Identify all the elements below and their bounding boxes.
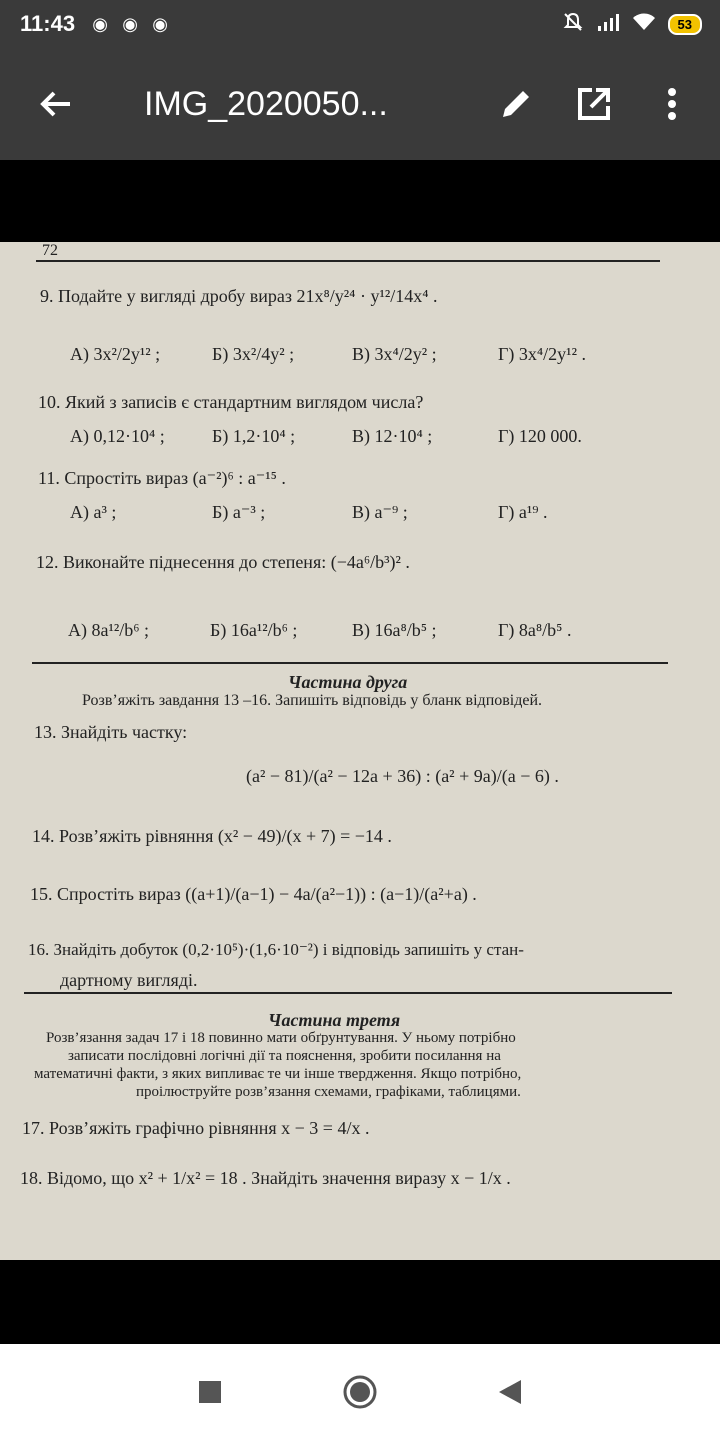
recents-button[interactable] <box>185 1367 235 1417</box>
part3-instructions-line1: Розв’язання задач 17 і 18 повинно мати обґрунтування. У ньому потрібно <box>46 1030 516 1046</box>
open-in-new-icon <box>576 86 612 122</box>
part3-instructions-line2: записати послідовні логічні дії та пояснення, зробити посилання на <box>68 1048 501 1064</box>
app-bar <box>0 48 720 160</box>
q10-option-c: В) 12·10⁴ ; <box>352 426 433 446</box>
square-recents-icon <box>198 1380 222 1404</box>
question-18: 18. Відомо, що x² + 1/x² = 18 . Знайдіть значення виразу x − 1/x . <box>20 1168 511 1188</box>
circle-home-icon <box>342 1374 378 1410</box>
q11-option-c: В) a⁻⁹ ; <box>352 502 408 522</box>
question-17: 17. Розв’яжіть графічно рівняння x − 3 = 4/x . <box>22 1118 370 1138</box>
part3-instructions-line3: математичні факти, з яких випливає те чи інше твердження. Якщо потрібно, <box>34 1066 522 1082</box>
q12-option-b: Б) 16a¹²/b⁶ ; <box>210 620 298 640</box>
more-vert-icon <box>666 86 678 122</box>
q10-option-a: А) 0,12·10⁴ ; <box>70 426 165 446</box>
notification-icons <box>89 13 171 35</box>
textbook-page-photo <box>0 242 720 1260</box>
part2-title: Частина друга <box>288 672 408 692</box>
question-13: 13. Знайдіть частку: <box>34 722 188 742</box>
wifi-icon <box>632 12 656 37</box>
part2-instructions: Розв’яжіть завдання 13 –16. Запишіть відповідь у бланк відповідей. <box>82 692 543 709</box>
q12-option-d: Г) 8a⁸/b⁵ . <box>498 620 572 640</box>
q13-expression: (a² − 81)/(a² − 12a + 36) : (a² + 9a)/(a − 6) . <box>246 766 559 786</box>
part3-title: Частина третя <box>268 1010 401 1030</box>
chrome-notification-icon: ◉ <box>152 13 168 34</box>
file-title: IMG_2020050... <box>144 84 388 123</box>
question-16-line2: дартному вигляді. <box>60 970 198 990</box>
question-14: 14. Розв’яжіть рівняння (x² − 49)/(x + 7) = −14 . <box>32 826 392 846</box>
chrome-notification-icon: ◉ <box>122 13 138 34</box>
back-button[interactable] <box>28 76 84 132</box>
part2-rule <box>32 662 668 664</box>
page-number: 72 <box>42 242 58 259</box>
status-time: 11:43 <box>20 11 76 36</box>
q12-option-a: А) 8a¹²/b⁶ ; <box>68 620 150 640</box>
q12-option-c: В) 16a⁸/b⁵ ; <box>352 620 437 640</box>
triangle-back-icon <box>497 1378 523 1406</box>
home-button[interactable] <box>335 1367 385 1417</box>
part3-instructions-line4: проілюструйте розв’язання схемами, графіками, таблицями. <box>136 1084 521 1100</box>
q10-option-b: Б) 1,2·10⁴ ; <box>212 426 296 446</box>
question-10: 10. Який з записів є стандартним виглядом числа? <box>38 392 424 412</box>
part3-rule <box>24 992 672 994</box>
system-nav-bar <box>0 1344 720 1440</box>
q10-option-d: Г) 120 000. <box>498 426 582 446</box>
question-9: 9. Подайте у вигляді дробу вираз 21x⁸/y²⁴ · y¹²/14x⁴ . <box>40 286 438 306</box>
image-viewer[interactable] <box>0 160 720 1260</box>
q9-option-c: В) 3x⁴/2y² ; <box>352 344 437 364</box>
q11-option-a: А) a³ ; <box>70 502 117 522</box>
q9-option-b: Б) 3x²/4y² ; <box>212 344 295 364</box>
open-external-button[interactable] <box>566 76 622 132</box>
q11-option-d: Г) a¹⁹ . <box>498 502 548 522</box>
q9-option-d: Г) 3x⁴/2y¹² . <box>498 344 586 364</box>
header-rule <box>36 260 660 262</box>
question-12: 12. Виконайте піднесення до степеня: (−4a⁶/b³)² . <box>36 552 410 572</box>
more-options-button[interactable] <box>644 76 700 132</box>
q9-option-a: А) 3x²/2y¹² ; <box>70 344 161 364</box>
question-11: 11. Спростіть вираз (a⁻²)⁶ : a⁻¹⁵ . <box>38 468 286 488</box>
mute-bell-icon <box>562 11 584 38</box>
q11-option-b: Б) a⁻³ ; <box>212 502 266 522</box>
question-15: 15. Спростіть вираз ((a+1)/(a−1) − 4a/(a²−1)) : (a−1)/(a²+a) . <box>30 884 477 904</box>
arrow-back-icon <box>38 86 74 122</box>
system-icons <box>562 11 702 38</box>
battery-indicator: 53 <box>668 14 702 35</box>
signal-icon <box>596 12 620 37</box>
question-16-line1: 16. Знайдіть добуток (0,2·10⁵)·(1,6·10⁻²) і відповідь запишіть у стан- <box>28 940 524 959</box>
edit-button[interactable] <box>488 76 544 132</box>
status-bar <box>0 0 720 48</box>
chrome-notification-icon: ◉ <box>92 13 108 34</box>
back-nav-button[interactable] <box>485 1367 535 1417</box>
pencil-icon <box>498 86 534 122</box>
